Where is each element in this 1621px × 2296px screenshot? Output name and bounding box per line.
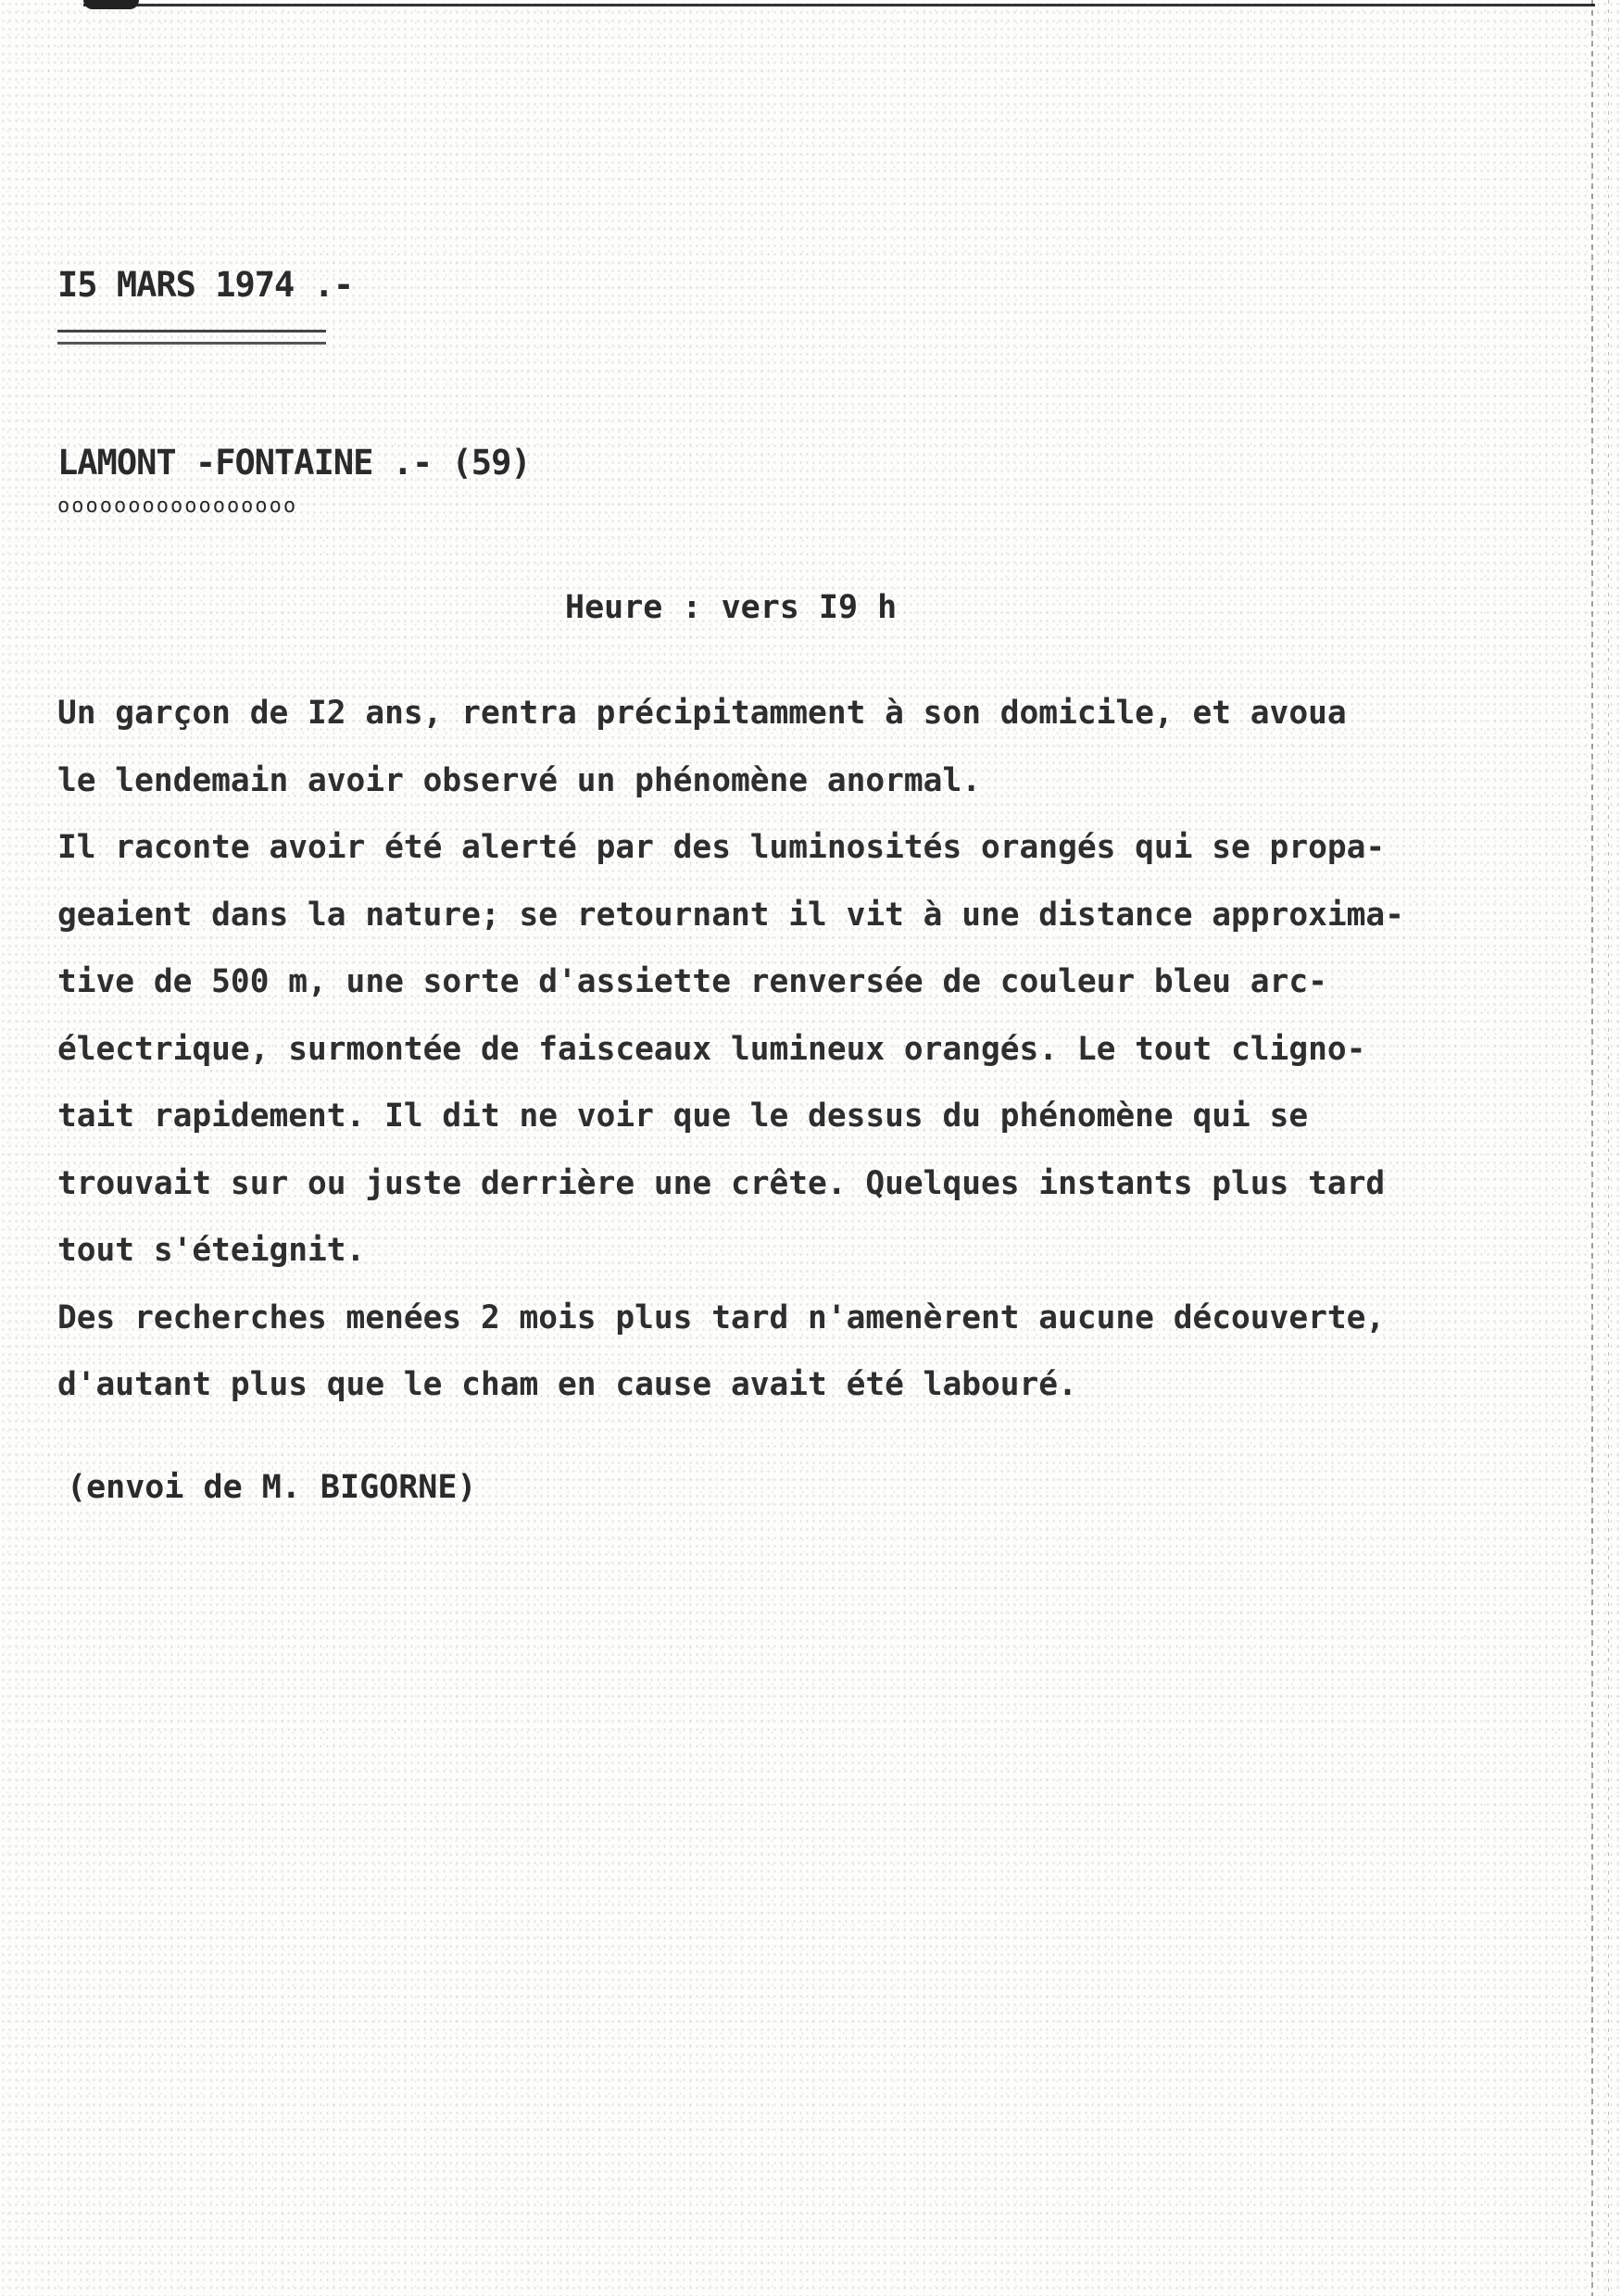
body-line: Un garçon de I2 ans, rentra précipitamment à son domicile, et avoua	[57, 695, 1347, 732]
body-line: trouvait sur ou juste derrière une crête. Quelques instants plus tard	[57, 1164, 1386, 1202]
report-time: Heure : vers I9 h	[565, 589, 898, 626]
report-date: I5 MARS 1974 .-	[57, 265, 354, 305]
report-body	[57, 680, 1595, 1419]
sender-signature: (envoi de M. BIGORNE)	[67, 1469, 477, 1506]
date-underline	[57, 330, 326, 345]
place-underline-circles: ooooooooooooooooo	[57, 495, 298, 518]
body-line: Des recherches menées 2 mois plus tard n'amenèrent aucune découverte,	[57, 1299, 1386, 1336]
body-line: geaient dans la nature; se retournant il vit à une distance approxima-	[57, 896, 1404, 934]
top-ink-mark	[83, 0, 139, 9]
body-line: d'autant plus que le cham en cause avait été labouré.	[57, 1366, 1077, 1403]
top-border-line	[83, 4, 1595, 6]
right-edge-line-secondary	[1608, 0, 1609, 2296]
body-line: électrique, surmontée de faisceaux lumineux orangés. Le tout cligno-	[57, 1030, 1366, 1068]
body-line: tive de 500 m, une sorte d'assiette renversée de couleur bleu arc-	[57, 963, 1327, 1000]
body-line: tait rapidement. Il dit ne voir que le dessus du phénomène qui se	[57, 1098, 1309, 1135]
body-line: tout s'éteignit.	[57, 1232, 366, 1269]
body-line: le lendemain avoir observé un phénomène anormal.	[57, 761, 981, 799]
report-place: LAMONT -FONTAINE .- (59)	[57, 443, 531, 483]
body-line: Il raconte avoir été alerté par des luminosités orangés qui se propa-	[57, 829, 1386, 866]
